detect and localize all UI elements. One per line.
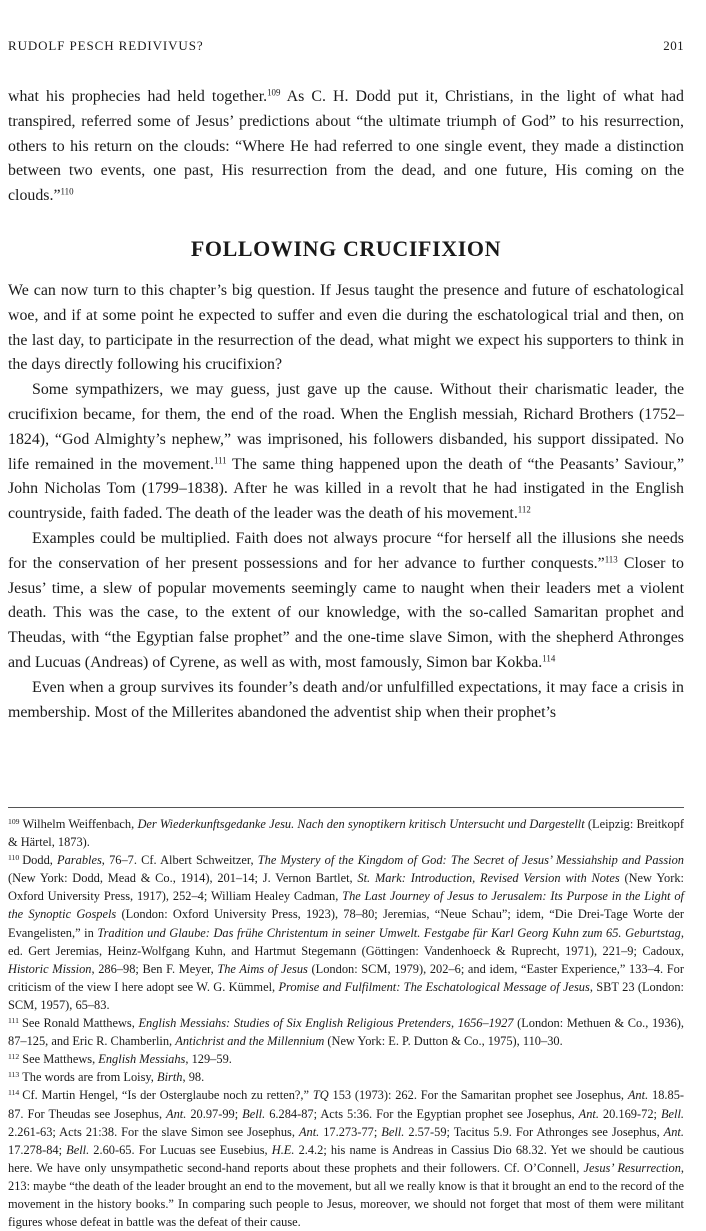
text-run: (Leipzig: Breitkopf & Härtel, 1873). [8, 817, 684, 850]
footnote-112 [8, 1050, 684, 1068]
text-run: 2.60-65. For Lucuas see Eusebius, [89, 1142, 272, 1157]
text-run: 18.85-87. For Theudas see Josephus, [8, 1088, 685, 1121]
text-run: Wilhelm Weiffenbach, [22, 817, 138, 831]
paragraph [8, 378, 684, 527]
text-run: (London: Oxford University Press, 1923), 78–80; Jeremias, “Neue Schau”; idem, “Die Drei-Tage Worte der Evangelisten,” in [8, 907, 684, 940]
text-run: See Ronald Matthews, [21, 1016, 139, 1031]
text-run: 2.4.2; his name is Andreas in Cassius Dio 68.32. Yet we should be cautious here. We have only unsympathetic second-hand reports about these prophets and their followers. Cf. O’Connell, [8, 1142, 684, 1175]
text-run: what his prophecies had held together. [8, 88, 268, 105]
text-run: , ed. Gert Jeremias, Heinz-Wolfgang Kuhn, and Hartmut Stegemann (Göttingen: Vandenhoeck & Ruprecht, 1971), 221–9; Cadoux, [8, 925, 684, 958]
citation-title: Antichrist and the Millennium [175, 1034, 325, 1049]
text-run: (London: Methuen & Co., 1936), 87–125, and Eric R. Chamberlin, [8, 1016, 684, 1049]
page-number: 201 [663, 38, 684, 53]
citation-title: Ant. [663, 1124, 684, 1139]
text-run: We can now turn to this chapter’s big question. If Jesus taught the presence and future of eschatological woe, and if at some point he expected to suffer and even die during the eschatological trial and then, on the last day, to participate in the resurrection of the dead, what might we expect his supporters to think in the days directly following his crucifixion? [8, 281, 684, 374]
text-run: As C. H. Dodd put it, Christians, in the light of what had transpired, referred some of Jesus’ predictions about “the ultimate triumph of God” to his resurrection, others to his return on the clouds: “Where He had referred to one single event, they made a distinction between two events, one past, His resurrection from the dead, and one future, His coming on the clouds.” [8, 88, 685, 205]
running-title: RUDOLF PESCH REDIVIVUS? [8, 38, 204, 53]
text-run: , 76–7. Cf. Albert Schweitzer, [101, 853, 258, 868]
text-run: Even when a group survives its founder’s death and/or unfulfilled expectations, it may face a crisis in membership. Most of the Millerites abandoned the adventist ship when their prophet’s [8, 678, 684, 721]
footnote-110 [8, 851, 684, 1014]
citation-title: Ant. [298, 1124, 320, 1139]
footnote-number: 110 [8, 852, 20, 862]
text-run: Cf. Martin Hengel, “Is der Osterglaube noch zu retten?,” [22, 1088, 313, 1103]
citation-title: English Messiahs [98, 1052, 186, 1067]
citation-title: Parables [57, 853, 102, 868]
citation-title: St. Mark: Introduction, Revised Version with Notes [357, 871, 620, 886]
citation-title: The Last Journey of Jesus to Jerusalem: Its Purpose in the Light of the Synoptic Gospels [8, 889, 684, 922]
footnote-ref-109[interactable]: 109 [267, 87, 281, 98]
text-run: 20.97-99; [186, 1106, 243, 1121]
footnote-ref-113[interactable]: 113 [604, 554, 618, 565]
text-run: The words are from Loisy, [22, 1070, 158, 1085]
text-run: , 98. [182, 1070, 205, 1085]
citation-title: Der Wiederkunftsgedanke Jesu. Nach den synoptikern kritisch Untersucht und Dargestellt [137, 817, 585, 831]
text-run: Closer to Jesus’ time, a slew of popular movements seemingly came to naught when their leaders met a violent death. This was the case, to the extent of our knowledge, with the so-called Samaritan prophet and Theudas, with “the Egyptian false prophet” and the one-time slave Simon, with the shepherd Athronges and Lucuas (Andreas) of Cyrene, as well as with, most famously, Simon bar Kokba. [8, 554, 684, 671]
citation-title: The Mystery of the Kingdom of God: The Secret of Jesus’ Messiahship and Passion [257, 853, 684, 868]
citation-title: Tradition und Glaube: Das frühe Christentum in seiner Umwelt. Festgabe für Karl Georg Kuhn zum 65. Geburtstag [97, 925, 681, 940]
citation-title: Bell. [381, 1124, 405, 1139]
footnote-111 [8, 1014, 684, 1050]
paragraph [8, 527, 684, 676]
footnote-number: 109 [8, 816, 20, 826]
text-run: (London: SCM, 1979), 202–6; and idem, “Easter Experience,” 133–4. For criticism of the view I here adopt see W. G. Kümmel, [8, 961, 684, 994]
paragraph [8, 676, 684, 726]
citation-title: Historic Mission [8, 961, 92, 976]
footnote-ref-112[interactable]: 112 [517, 504, 531, 515]
footnote-ref-114[interactable]: 114 [542, 653, 556, 664]
footnote-number: 112 [8, 1052, 20, 1061]
footnote-number: 113 [8, 1070, 20, 1080]
paragraph-continued [8, 85, 684, 209]
text-run: Some sympathizers, we may guess, just gave up the cause. Without their charismatic leader, the crucifixion became, for them, the end of the road. When the English messiah, Richard Brothers (1752–1824), “God Almighty’s nephew,” was imprisoned, his followers disbanded, his support dissipated. No life remained in the movement. [8, 381, 684, 473]
citation-title: H.E. [271, 1142, 295, 1157]
text-run: The same thing happened upon the death of “the Peasants’ Saviour,” John Nicholas Tom (1799–1838). After he was killed in a revolt that he had instigated in the English countryside, faith faded. The death of the leader was the death of his movement. [8, 455, 684, 523]
footnote-114 [8, 1086, 684, 1231]
citation-title: Promise and Fulfilment: The Eschatological Message of Jesus [278, 979, 590, 994]
citation-title: Bell. [66, 1142, 90, 1157]
main-text [8, 85, 684, 725]
text-run: 2.261-63; Acts 21:38. For the slave Simon see Josephus, [8, 1124, 299, 1139]
citation-title: The Aims of Jesus [217, 961, 308, 976]
text-run: 20.169-72; [598, 1106, 661, 1121]
text-run: Examples could be multiplied. Faith does not always procure “for herself all the illusions she needs for the conservation of her present possessions and for her advance to further conquests.” [8, 529, 684, 572]
footnotes [8, 815, 684, 1231]
citation-title: Jesus’ Resurrection [583, 1160, 681, 1175]
footnote-divider [8, 807, 684, 808]
citation-title: Ant. [166, 1106, 187, 1121]
footnote-number: 114 [8, 1088, 20, 1098]
text-run: 2.57-59; Tacitus 5.9. For Athronges see Josephus, [404, 1124, 664, 1139]
section-heading: FOLLOWING CRUCIFIXION [190, 235, 502, 261]
citation-title: TQ [312, 1088, 329, 1103]
footnote-ref-111[interactable]: 111 [213, 455, 227, 466]
citation-title: Ant. [627, 1088, 649, 1103]
text-run: 17.278-84; [8, 1142, 67, 1157]
footnote-ref-110[interactable]: 110 [60, 186, 74, 197]
citation-title: Bell. [660, 1106, 684, 1121]
text-run: Dodd, [22, 853, 58, 868]
text-run: (New York: Dodd, Mead & Co., 1914), 201–14; J. Vernon Bartlet, [8, 871, 358, 886]
paragraph [8, 279, 684, 378]
text-run: , 129–59. [185, 1052, 232, 1067]
text-run: , 286–98; Ben F. Meyer, [91, 961, 218, 976]
footnote-109 [8, 815, 684, 851]
text-run: , SBT 23 (London: SCM, 1957), 65–83. [8, 979, 684, 1012]
footnote-113 [8, 1068, 684, 1086]
citation-title: Bell. [242, 1106, 266, 1121]
citation-title: English Messiahs: Studies of Six English Religious Pretenders, 1656–1927 [138, 1016, 514, 1031]
citation-title: Ant. [578, 1106, 599, 1121]
text-run: 17.273-77; [319, 1124, 382, 1139]
text-run: 6.284-87; Acts 5:36. For the Egyptian prophet see Josephus, [265, 1106, 579, 1121]
footnote-number: 111 [8, 1015, 19, 1025]
text-run: (New York: E. P. Dutton & Co., 1975), 110–30. [324, 1034, 563, 1049]
text-run: , 213: maybe “the death of the leader brought an end to the movement, but all we really know is that it brought an end to the record of the movement in the history books.” In comparing such people to Jesus, moreover, we should not forget that most of them were militant figures whose defeat in battle was the defeat of their cause. [8, 1160, 684, 1230]
text-run: See Matthews, [22, 1052, 99, 1067]
text-run: 153 (1973): 262. For the Samaritan prophet see Josephus, [328, 1088, 628, 1103]
citation-title: Birth [157, 1070, 183, 1085]
text-run: (New York: Oxford University Press, 1917), 252–4; William Healey Cadman, [8, 871, 684, 904]
